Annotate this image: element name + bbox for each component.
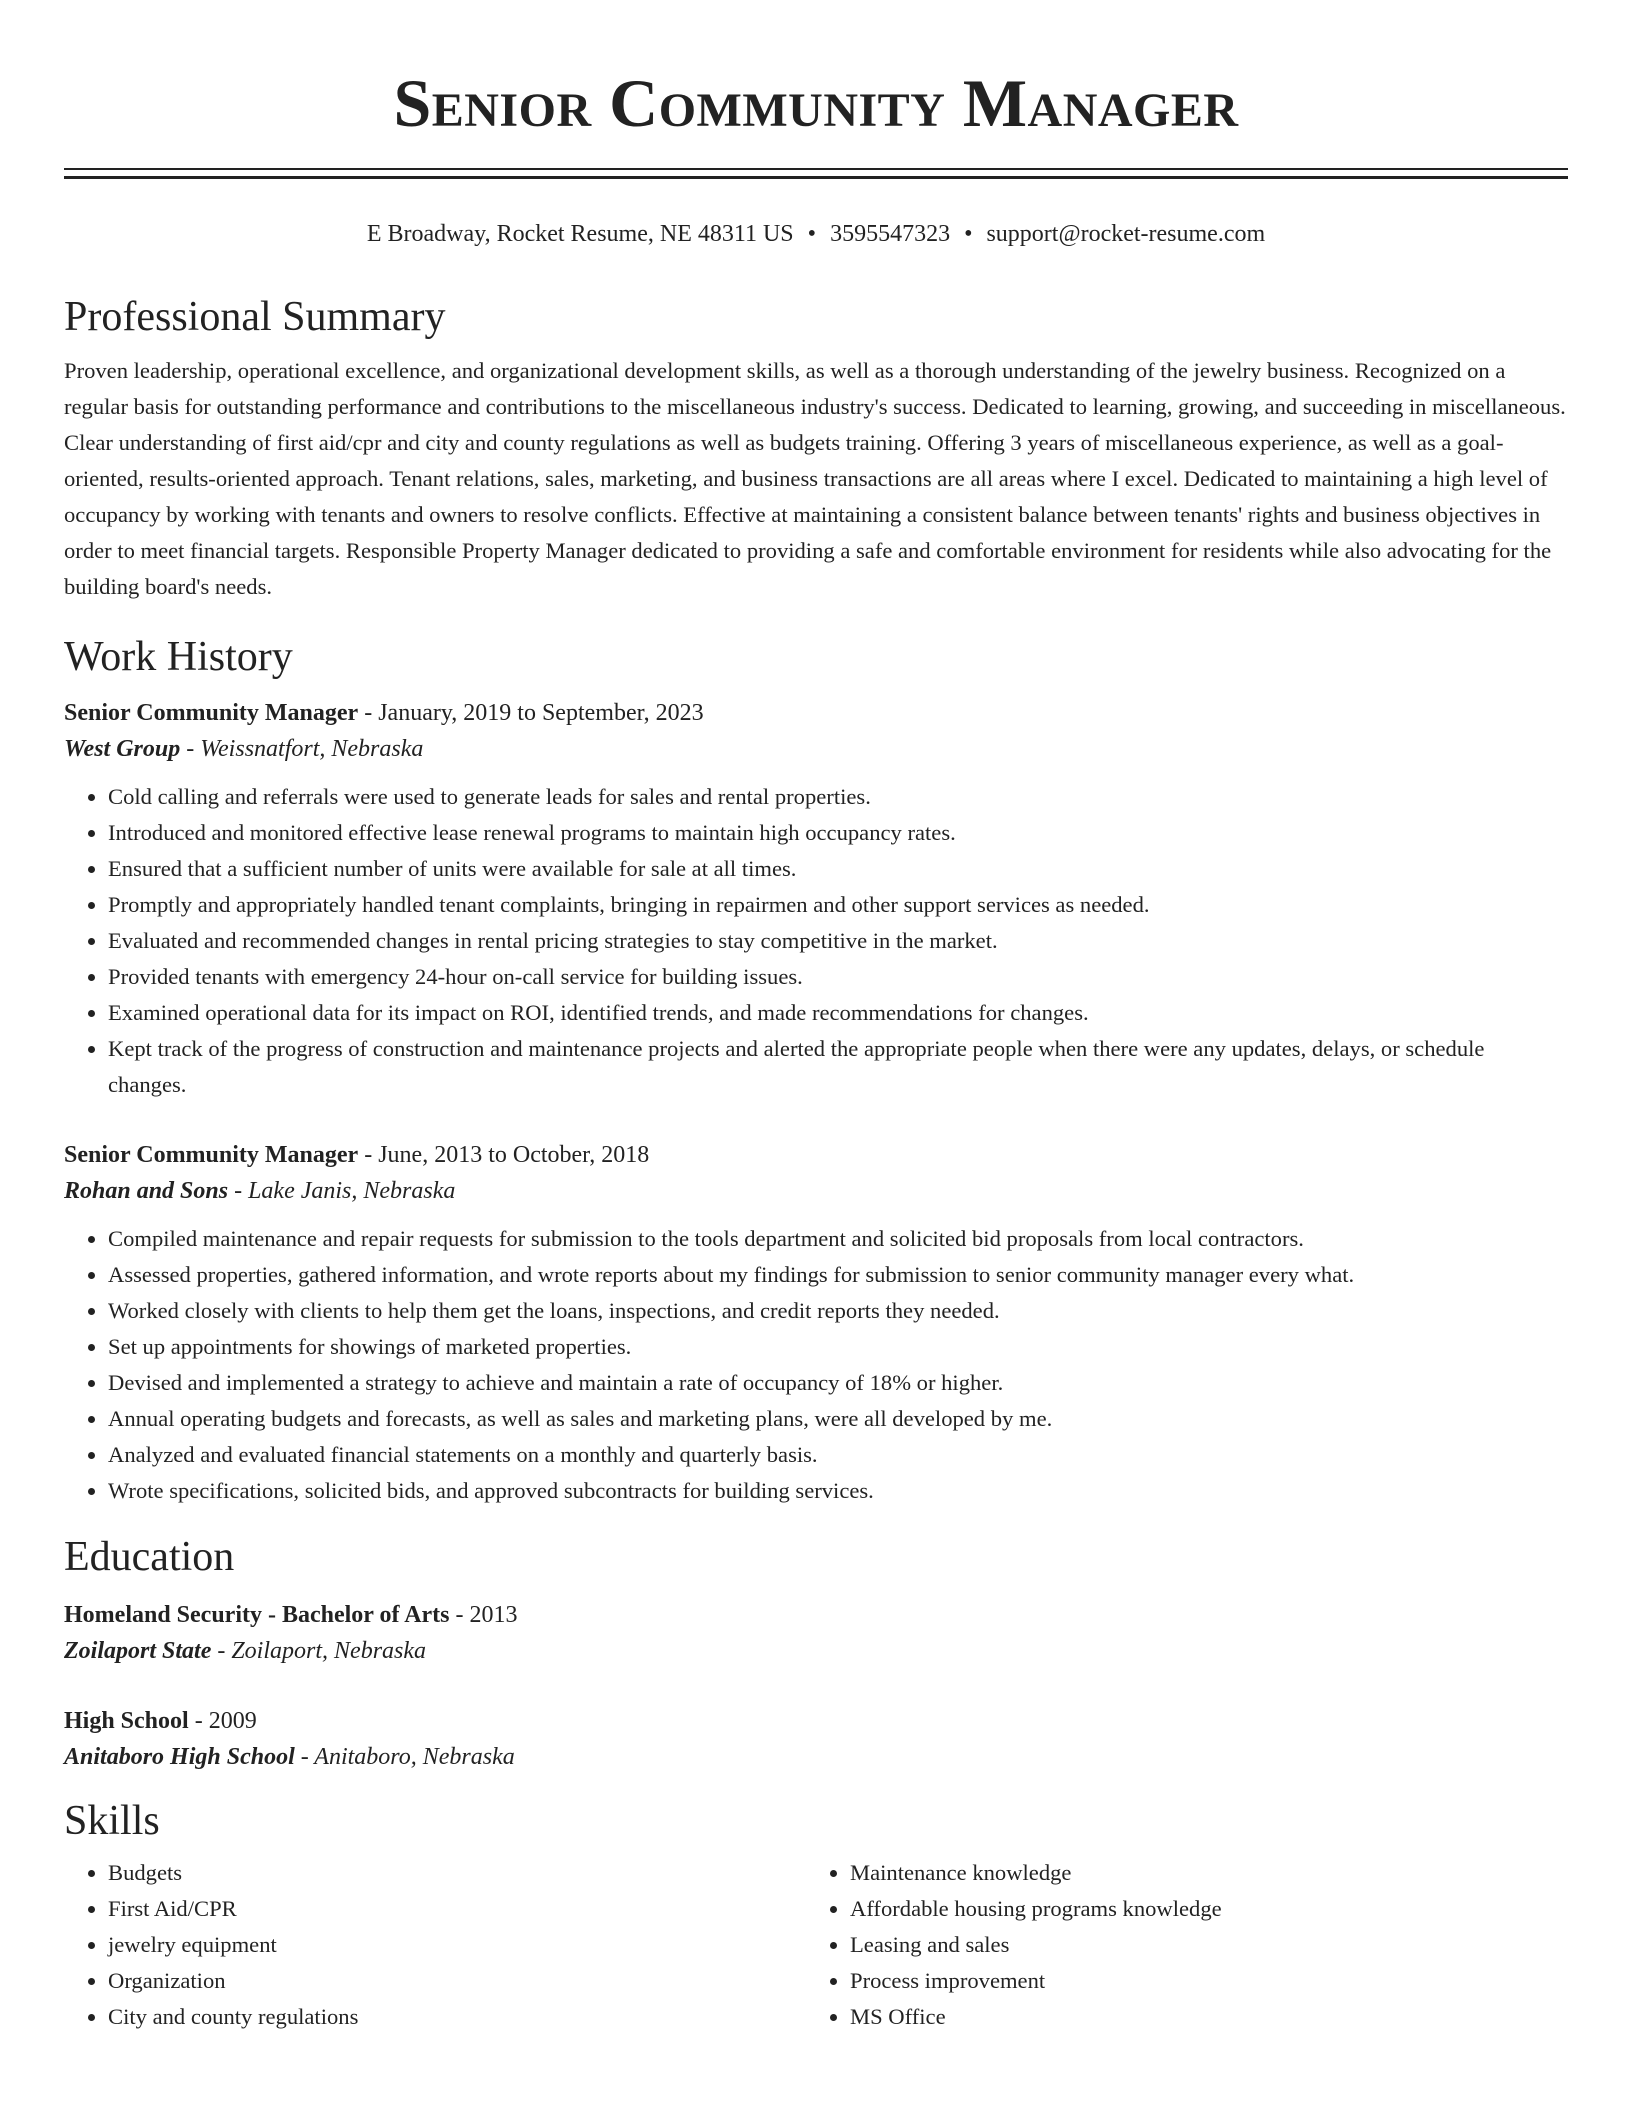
list-item: • Promptly and appropriately handled tenant complaints, bringing in repairmen and other support services as needed. xyxy=(108,887,1568,923)
contact-line xyxy=(64,219,1568,249)
skills-list-left xyxy=(64,1855,806,2035)
list-item: • Evaluated and recommended changes in rental pricing strategies to stay competitive in the market. xyxy=(108,923,1568,959)
company-location: - Weissnatfort, Nebraska xyxy=(180,736,424,762)
school-name: Zoilaport State xyxy=(64,1638,212,1664)
list-item: • Set up appointments for showings of marketed properties. xyxy=(108,1329,1568,1365)
degree-line xyxy=(64,1597,1568,1633)
contact-separator: • xyxy=(964,221,973,247)
list-item: • Maintenance knowledge xyxy=(850,1855,1548,1891)
degree-name: High School xyxy=(64,1708,189,1734)
company-location: - Lake Janis, Nebraska xyxy=(228,1178,456,1204)
skills-list-right xyxy=(806,1855,1548,2035)
list-item: • First Aid/CPR xyxy=(108,1891,806,1927)
education-heading: Education xyxy=(64,1534,235,1580)
school-line xyxy=(64,1633,1568,1669)
skills-columns xyxy=(64,1855,1568,2035)
summary-heading: Professional Summary xyxy=(64,294,446,340)
company-name: West Group xyxy=(64,736,181,762)
education-entry xyxy=(64,1703,1568,1775)
school-name: Anitaboro High School xyxy=(64,1744,295,1770)
list-item: • Analyzed and evaluated financial statements on a monthly and quarterly basis. xyxy=(108,1437,1568,1473)
job-title-line xyxy=(64,1137,1568,1173)
list-item: • Organization xyxy=(108,1963,806,1999)
company-line xyxy=(64,731,1568,767)
list-item: • Assessed properties, gathered information, and wrote reports about my findings for submission to senior community manager every what. xyxy=(108,1257,1568,1293)
list-item: • Examined operational data for its impact on ROI, identified trends, and made recommendations for changes. xyxy=(108,995,1568,1031)
school-location: - Zoilaport, Nebraska xyxy=(211,1638,427,1664)
list-item: • Leasing and sales xyxy=(850,1927,1548,1963)
list-item: • City and county regulations xyxy=(108,1999,806,2035)
company-name: Rohan and Sons xyxy=(64,1178,229,1204)
list-item: • Kept track of the progress of construction and maintenance projects and alerted the appropriate people when there were any updates, delays, or schedule changes. xyxy=(108,1031,1568,1103)
education-entry xyxy=(64,1597,1568,1669)
list-item: • Introduced and monitored effective lease renewal programs to maintain high occupancy rates. xyxy=(108,815,1568,851)
list-item: • Cold calling and referrals were used to generate leads for sales and rental properties. xyxy=(108,779,1568,815)
contact-email[interactable]: support@rocket-resume.com xyxy=(986,221,1266,247)
list-item: • Budgets xyxy=(108,1855,806,1891)
job-dates: - June, 2013 to October, 2018 xyxy=(358,1142,650,1168)
list-item: • jewelry equipment xyxy=(108,1927,806,1963)
list-item: • Ensured that a sufficient number of units were available for sale at all times. xyxy=(108,851,1568,887)
degree-name: Homeland Security - Bachelor of Arts xyxy=(64,1602,450,1628)
job-bullets xyxy=(64,1221,1568,1509)
contact-address: E Broadway, Rocket Resume, NE 48311 US xyxy=(366,221,794,247)
job-title: Senior Community Manager xyxy=(64,1142,359,1168)
school-line xyxy=(64,1739,1568,1775)
summary-text: Proven leadership, operational excellence, and organizational development skills, as well as a thorough understanding of the jewelry business. Recognized on a regular basis for outstanding performance and contributions to the miscellaneous industry's success. Dedicated to learning, growing, and succeeding in miscellaneous. Clear understanding of first aid/cpr and city and county regulations as well as budgets training. Offering 3 years of miscellaneous experience, as well as a goal-oriented, results-oriented approach. Tenant relations, sales, marketing, and business transactions are all areas where I excel. Dedicated to maintaining a high level of occupancy by working with tenants and owners to resolve conflicts. Effective at maintaining a consistent balance between tenants' rights and business objectives in order to meet financial targets. Responsible Property Manager dedicated to providing a safe and comfortable environment for residents while also advocating for the building board's needs. xyxy=(64,358,1566,599)
title-rule-bottom xyxy=(64,176,1568,179)
work-history-heading: Work History xyxy=(64,634,293,680)
list-item: • MS Office xyxy=(850,1999,1548,2035)
degree-year: - 2013 xyxy=(449,1602,518,1628)
job-entry xyxy=(64,1137,1568,1509)
degree-year: - 2009 xyxy=(188,1708,257,1734)
contact-phone: 3595547323 xyxy=(830,221,951,247)
list-item: • Devised and implemented a strategy to achieve and maintain a rate of occupancy of 18% or higher. xyxy=(108,1365,1568,1401)
list-item: • Provided tenants with emergency 24-hour on-call service for building issues. xyxy=(108,959,1568,995)
school-location: - Anitaboro, Nebraska xyxy=(294,1744,515,1770)
job-dates: - January, 2019 to September, 2023 xyxy=(358,700,704,726)
list-item: • Process improvement xyxy=(850,1963,1548,1999)
list-item: • Annual operating budgets and forecasts, as well as sales and marketing plans, were all developed by me. xyxy=(108,1401,1568,1437)
list-item: • Affordable housing programs knowledge xyxy=(850,1891,1548,1927)
company-line xyxy=(64,1173,1568,1209)
degree-line xyxy=(64,1703,1568,1739)
job-title: Senior Community Manager xyxy=(64,700,359,726)
job-title-line xyxy=(64,695,1568,731)
job-entry xyxy=(64,695,1568,1103)
contact-separator: • xyxy=(807,221,817,247)
skills-heading: Skills xyxy=(64,1798,160,1844)
list-item: • Compiled maintenance and repair requests for submission to the tools department and solicited bid proposals from local contractors. xyxy=(108,1221,1568,1257)
title-rule-top xyxy=(64,168,1568,170)
list-item: • Wrote specifications, solicited bids, and approved subcontracts for building services. xyxy=(108,1473,1568,1509)
list-item: • Worked closely with clients to help them get the loans, inspections, and credit reports they needed. xyxy=(108,1293,1568,1329)
job-bullets xyxy=(64,779,1568,1103)
resume-title: Senior Community Manager xyxy=(393,65,1239,141)
